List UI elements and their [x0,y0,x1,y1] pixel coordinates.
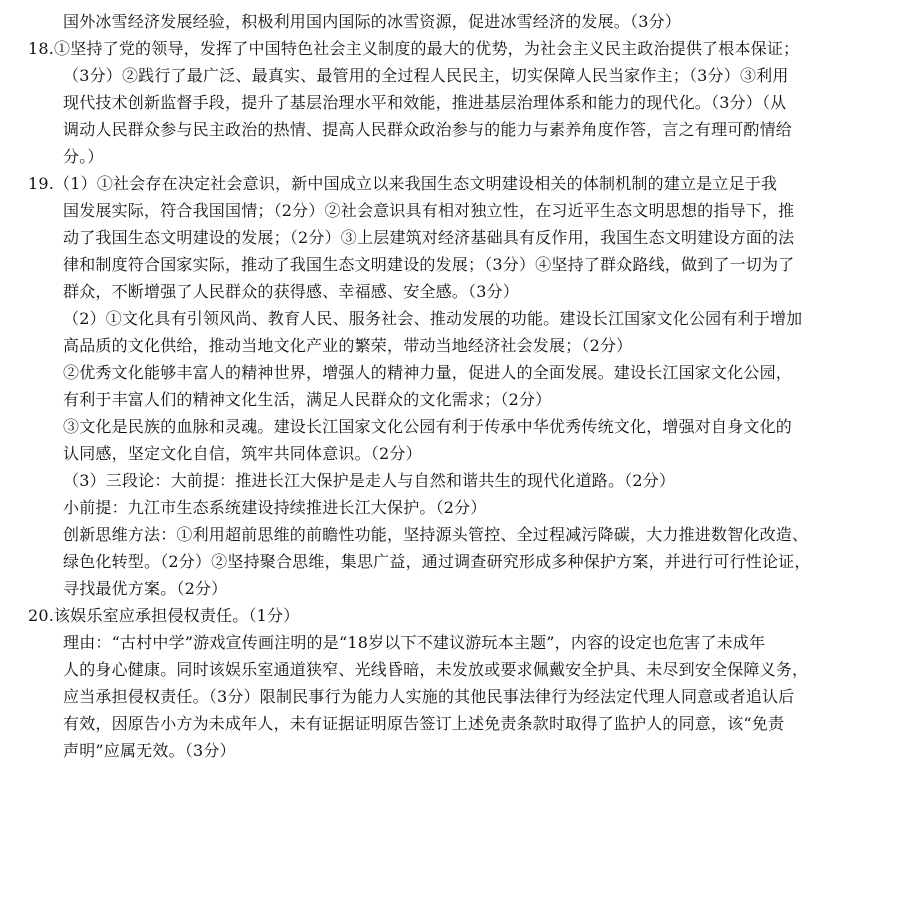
text-line: 律和制度符合国家实际，推动了我国生态文明建设的发展；（3分）④坚持了群众路线，做到了一切为了 [63,255,795,274]
text-line: ②优秀文化能够丰富人的精神世界，增强人的精神力量，促进人的全面发展。建设长江国家文化公园， [63,363,793,382]
text-line: ③文化是民族的血脉和灵魂。建设长江国家文化公园有利于传承中华优秀传统文化，增强对自身文化的 [63,417,793,436]
text-line: 调动人民群众参与民主政治的热情、提高人民群众政治参与的能力与素养角度作答，言之有理可酌情给 [63,120,793,139]
text-line: 现代技术创新监督手段，提升了基层治理水平和效能，推进基层治理体系和能力的现代化。（3分）（从 [63,93,787,112]
text-line: 理由：“古村中学”游戏宣传画注明的是“18岁以下不建议游玩本主题”，内容的设定也危害了未成年 [63,633,766,652]
text-line: （2）①文化具有引领风尚、教育人民、服务社会、推动发展的功能。建设长江国家文化公园有利于增加 [63,309,803,328]
text-line: 19.（1）①社会存在决定社会意识，新中国成立以来我国生态文明建设相关的体制机制的建立是立足于我 [28,174,778,193]
text-line: 动了我国生态文明建设的发展；（2分）③上层建筑对经济基础具有反作用，我国生态文明建设方面的法 [63,228,795,247]
text-line: 国发展实际，符合我国国情；（2分）②社会意识具有相对独立性，在习近平生态文明思想的指导下，推 [63,201,795,220]
text-line: 绿色化转型。（2分）②坚持聚合思维，集思广益，通过调查研究形成多种保护方案，并进行可行性论证， [63,552,811,571]
text-line: 高品质的文化供给，推动当地文化产业的繁荣，带动当地经济社会发展；（2分） [63,336,633,355]
text-line: 分。） [63,147,104,166]
text-line: 人的身心健康。同时该娱乐室通道狭窄、光线昏暗，未发放或要求佩戴安全护具、未尽到安全保障义务， [63,660,809,679]
text-line: 寻找最优方案。（2分） [63,579,228,598]
text-line: 20.该娱乐室应承担侵权责任。（1分） [28,606,300,625]
text-line: 有利于丰富人们的精神文化生活，满足人民群众的文化需求；（2分） [63,390,552,409]
text-line: 声明”应属无效。（3分） [63,741,236,760]
text-line: 群众，不断增强了人民群众的获得感、幸福感、安全感。（3分） [63,282,519,301]
text-line: （3分）②践行了最广泛、最真实、最管用的全过程人民民主，切实保障人民当家作主；（3分）③利用 [63,66,789,85]
text-line: 国外冰雪经济发展经验，积极利用国内国际的冰雪资源，促进冰雪经济的发展。（3分） [63,12,681,31]
text-line: 认同感，坚定文化自信，筑牢共同体意识。（2分） [63,444,422,463]
text-line: 有效，因原告小方为未成年人，未有证据证明原告签订上述免责条款时取得了监护人的同意，该“免责 [63,714,785,733]
text-line: 创新思维方法：①利用超前思维的前瞻性功能，坚持源头管控、全过程减污降碳，大力推进数智化改造、 [63,525,809,544]
text-line: 18.①坚持了党的领导，发挥了中国特色社会主义制度的最大的优势，为社会主义民主政治提供了根本保证； [28,39,800,58]
text-line: （3）三段论：大前提：推进长江大保护是走人与自然和谐共生的现代化道路。（2分） [63,471,676,490]
text-line: 小前提：九江市生态系统建设持续推进长江大保护。（2分） [63,498,487,517]
text-line: 应当承担侵权责任。（3分）限制民事行为能力人实施的其他民事法律行为经法定代理人同意或者追认后 [63,687,795,706]
